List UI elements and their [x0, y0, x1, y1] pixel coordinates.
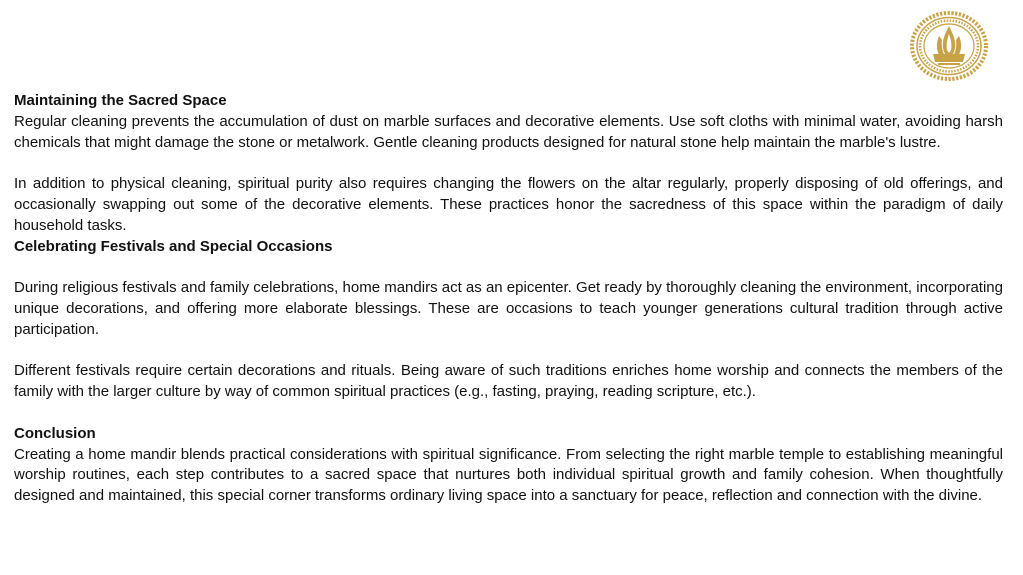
- section-heading-conclusion: Conclusion: [14, 424, 96, 442]
- paragraph-conclusion: Creating a home mandir blends practical considerations with spiritual significance. From selecting the right marble temple to establishing meaningful worship routines, each step contributes to a sacred space that nurtures both individual spiritual growth and family cohesion. When thoughtfully designed and maintained, this special corner transforms ordinary living space into a sanctuary for peace, reflection and connection with the divine.: [14, 445, 1003, 505]
- section-heading-festivals: Celebrating Festivals and Special Occasions: [14, 237, 333, 255]
- paragraph-spacer: [14, 403, 1003, 424]
- paragraph-festivals: During religious festivals and family celebrations, home mandirs act as an epicenter. Get ready by thoroughly cleaning the environment, incorporating unique decorations, and offering more elaborate blessings. These are occasions to teach younger generations cultural tradition through active participation.: [14, 279, 1003, 338]
- paragraph-spiritual-purity: In addition to physical cleaning, spiritual purity also requires changing the flowers on the altar regularly, properly disposing of old offerings, and occasionally swapping out some of the decorative elements. These practices honor the sacredness of this space within the paradigm of daily household tasks.: [14, 175, 1003, 234]
- paragraph-spacer: [14, 257, 1003, 278]
- paragraph-cleaning: Regular cleaning prevents the accumulation of dust on marble surfaces and decorative elements. Use soft cloths with minimal water, avoiding harsh chemicals that might damage the stone or metalwork. Gentle cleaning products designed for natural stone help maintain the marble's lustre.: [14, 112, 1003, 151]
- paragraph-traditions: Different festivals require certain decorations and rituals. Being aware of such traditions enriches home worship and connects the members of the family with the larger culture by way of common spiritual practices (e.g., fasting, praying, reading scripture, etc.).: [14, 362, 1003, 401]
- paragraph-spacer: [14, 341, 1003, 362]
- paragraph-spacer: [14, 153, 1003, 174]
- article-body: [14, 91, 1003, 507]
- logo-icon: [909, 10, 989, 82]
- temple-emblem-logo: [909, 10, 989, 82]
- section-heading-maintaining: Maintaining the Sacred Space: [14, 92, 227, 109]
